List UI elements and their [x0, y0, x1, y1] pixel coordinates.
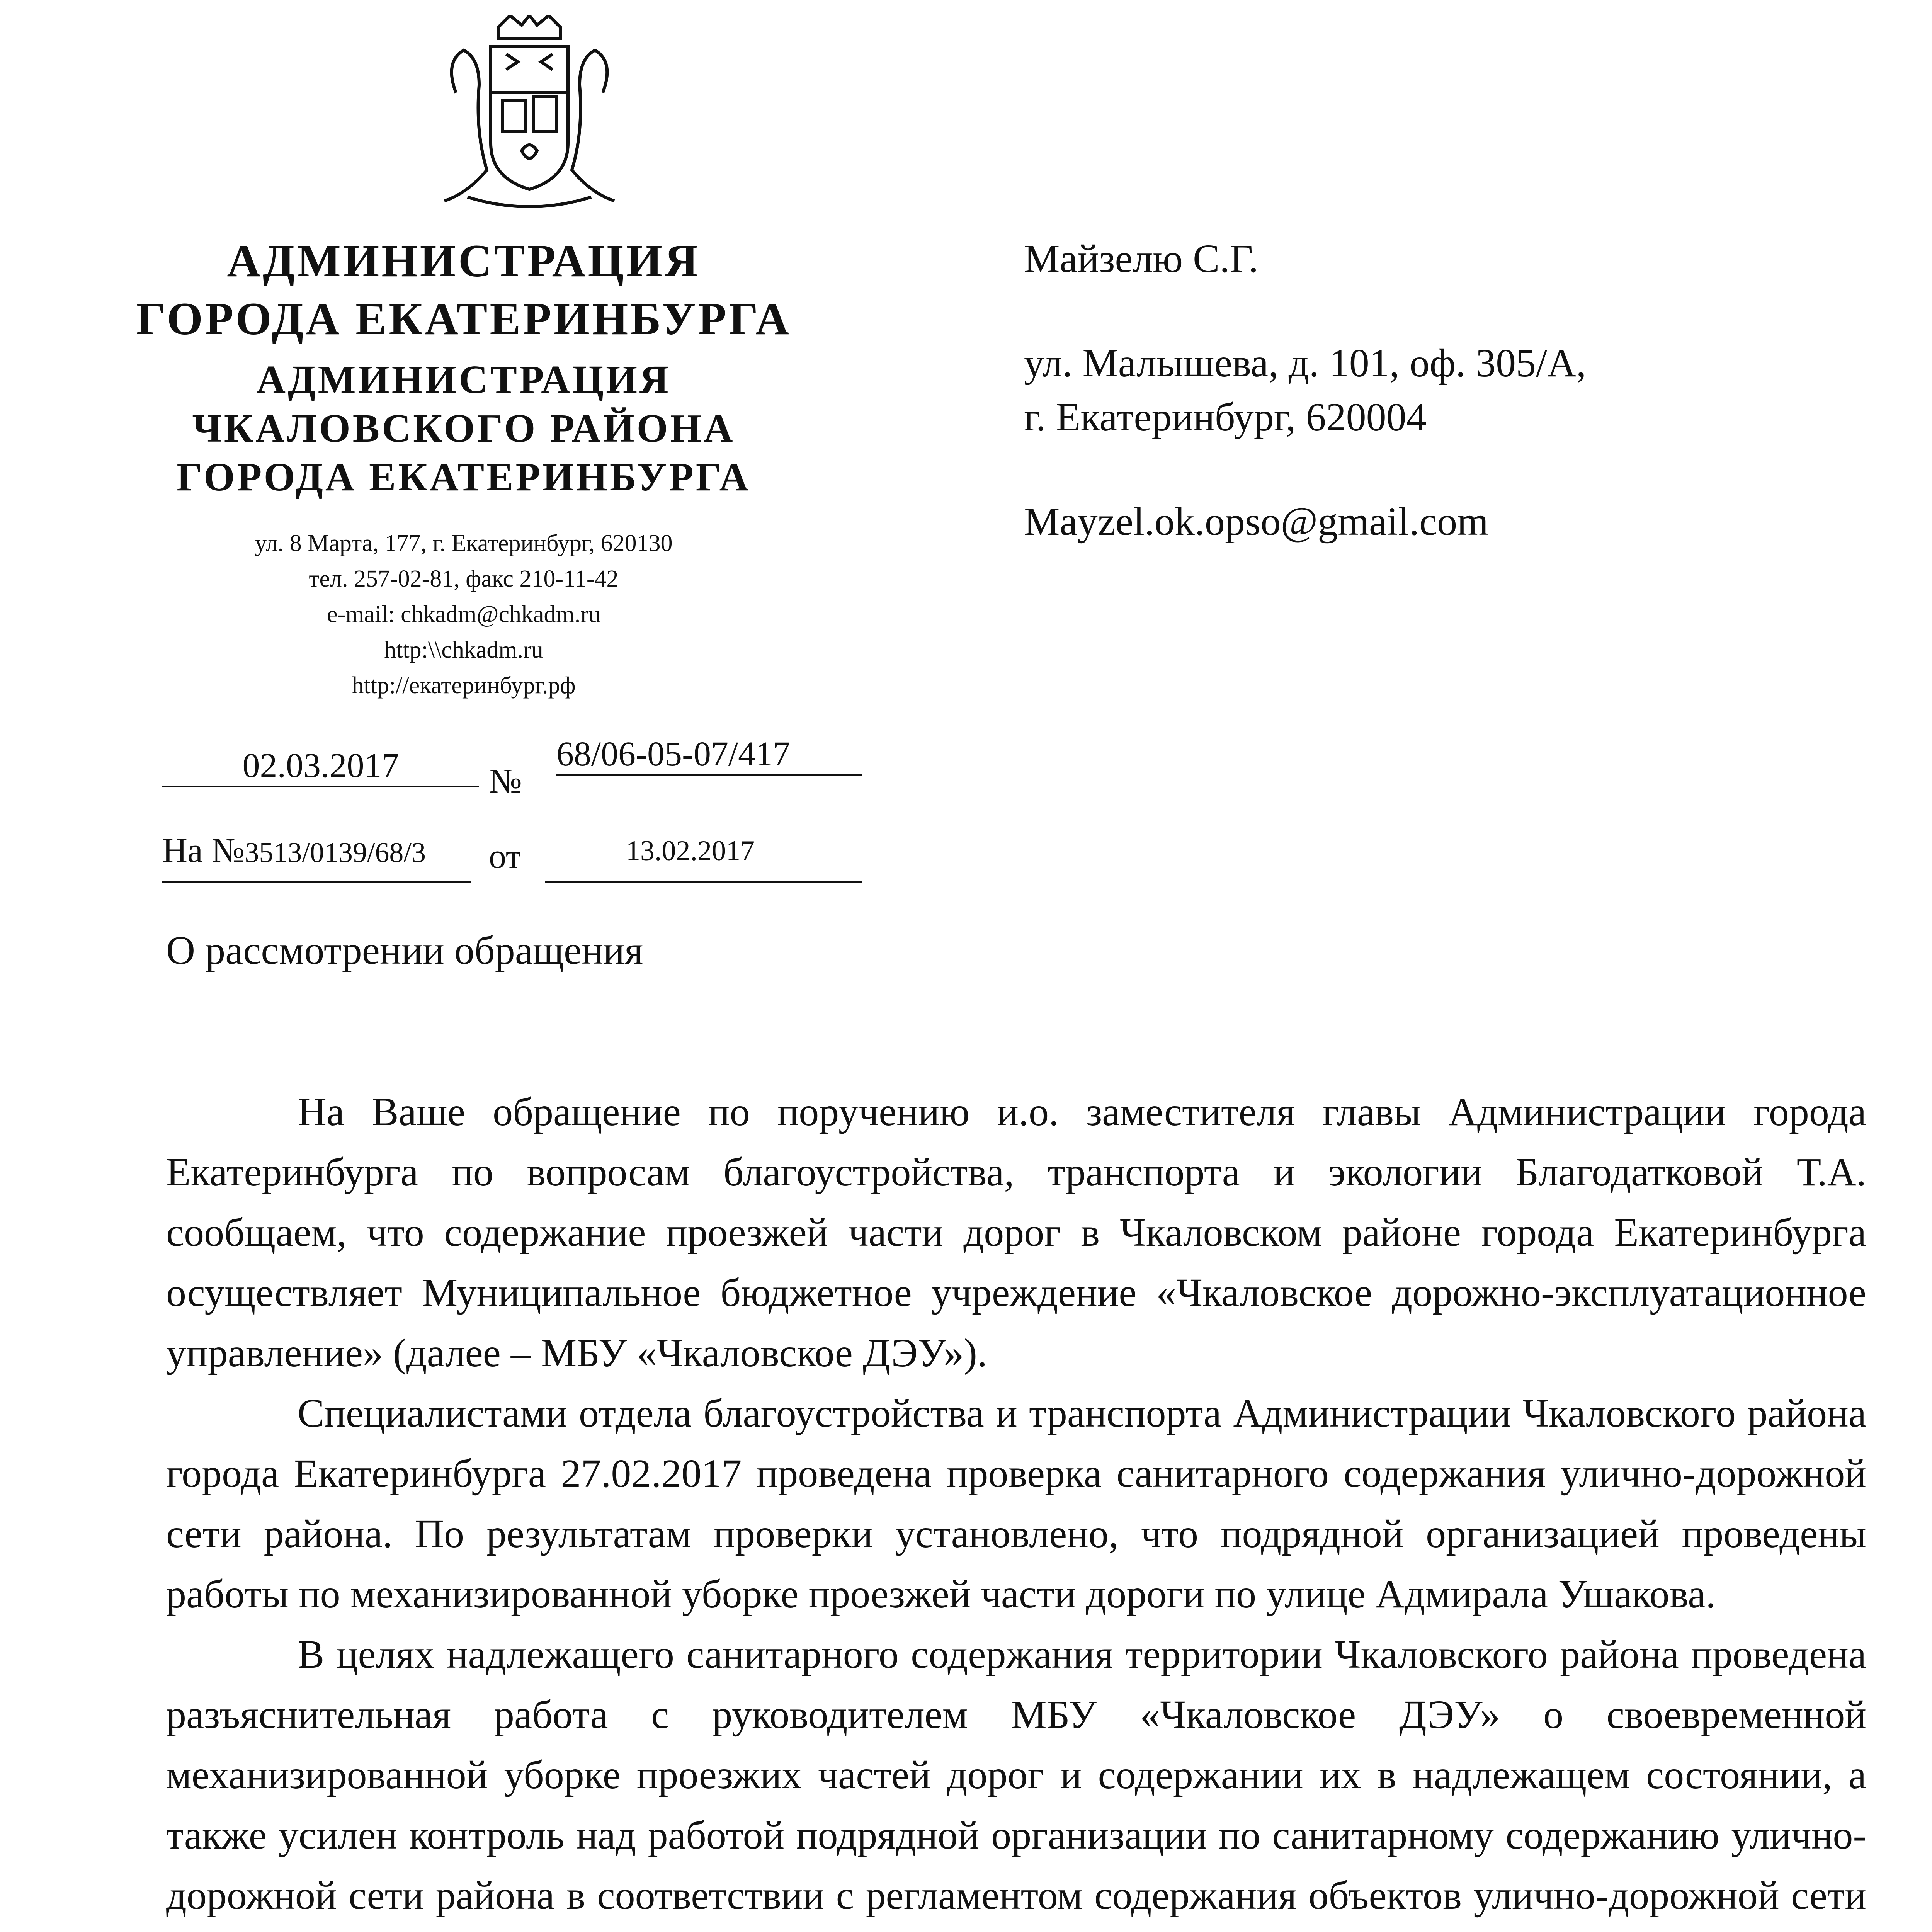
coat-of-arms-emblem [421, 15, 638, 209]
outgoing-date-value: 02.03.2017 [242, 747, 399, 785]
reply-prefix: На № [162, 832, 245, 870]
body-paragraph: В целях надлежащего санитарного содержания территории Чкаловского района проведена разъяснительная работа с руководителем МБУ «Чкаловское ДЭУ» о своевременной механизированной уборке проезжих частей дорог и содержании их в надлежащем состоянии, а также усилен контроль над работой подрядной организации по санитарному содержанию улично-дорожной сети района в соответствии с регламентом содержания объектов улично-дорожной сети [166, 1632, 1866, 1918]
outgoing-date [162, 746, 479, 787]
org-address: ул. 8 Марта, 177, г. Екатеринбург, 620130 [255, 530, 673, 556]
org-phone: тел. 257-02-81, факс 210-11-42 [309, 566, 619, 592]
contact-block [97, 526, 831, 703]
outgoing-number-value: 68/06-05-07/417 [556, 735, 790, 773]
org-website-rf: http://екатеринбург.рф [352, 672, 576, 699]
letter-subject: О рассмотрении обращения [166, 928, 643, 973]
recipient-name: Майзелю С.Г. [1024, 236, 1259, 281]
reply-number: 3513/0139/68/3 [245, 837, 426, 869]
org-sub-line3: ГОРОДА ЕКАТЕРИНБУРГА [177, 455, 751, 499]
reply-number-underline [162, 881, 471, 883]
organization-main [97, 232, 831, 348]
org-sub-line2: ЧКАЛОВСКОГО РАЙОНА [192, 406, 735, 451]
org-main-line1: АДМИНИСТРАЦИЯ [227, 235, 701, 286]
number-sign: № [489, 762, 522, 800]
recipient-address-line2: г. Екатеринбург, 620004 [1024, 395, 1427, 439]
org-sub-line1: АДМИНИСТРАЦИЯ [256, 357, 671, 402]
org-email: e-mail: chkadm@chkadm.ru [327, 601, 600, 628]
recipient-address-line1: ул. Малышева, д. 101, оф. 305/А, [1024, 341, 1587, 385]
body-paragraph: Специалистами отдела благоустройства и транспорта Администрации Чкаловского района города Екатеринбурга 27.02.2017 проведена проверка санитарного содержания улично-дорожной сети района. По результатам проверки установлено, что подрядной организацией проведены работы по механизированной уборке проезжей части дороги по улице Адмирала Ушакова. [166, 1391, 1866, 1616]
organization-sub [97, 355, 831, 502]
outgoing-number [556, 734, 862, 776]
reply-from-label: от [489, 837, 521, 876]
body-paragraph: На Ваше обращение по поручению и.о. заместителя главы Администрации города Екатеринбурга по вопросам благоустройства, транспорта и экологии Благодатковой Т.А. сообщаем, что содержание проезжей части дорог в Чкаловском районе города Екатеринбурга осуществляет Муниципальное бюджетное учреждение «Чкаловское дорожно-эксплуатационное управление» (далее – МБУ «Чкаловское ДЭУ»). [166, 1090, 1866, 1375]
letter-body [166, 1082, 1866, 1932]
reply-date: 13.02.2017 [626, 835, 755, 867]
recipient-email: Mayzel.ok.opso@gmail.com [1024, 499, 1488, 544]
org-website: http:\\chkadm.ru [384, 637, 543, 663]
org-main-line2: ГОРОДА ЕКАТЕРИНБУРГА [136, 293, 791, 344]
reply-reference [162, 831, 426, 871]
